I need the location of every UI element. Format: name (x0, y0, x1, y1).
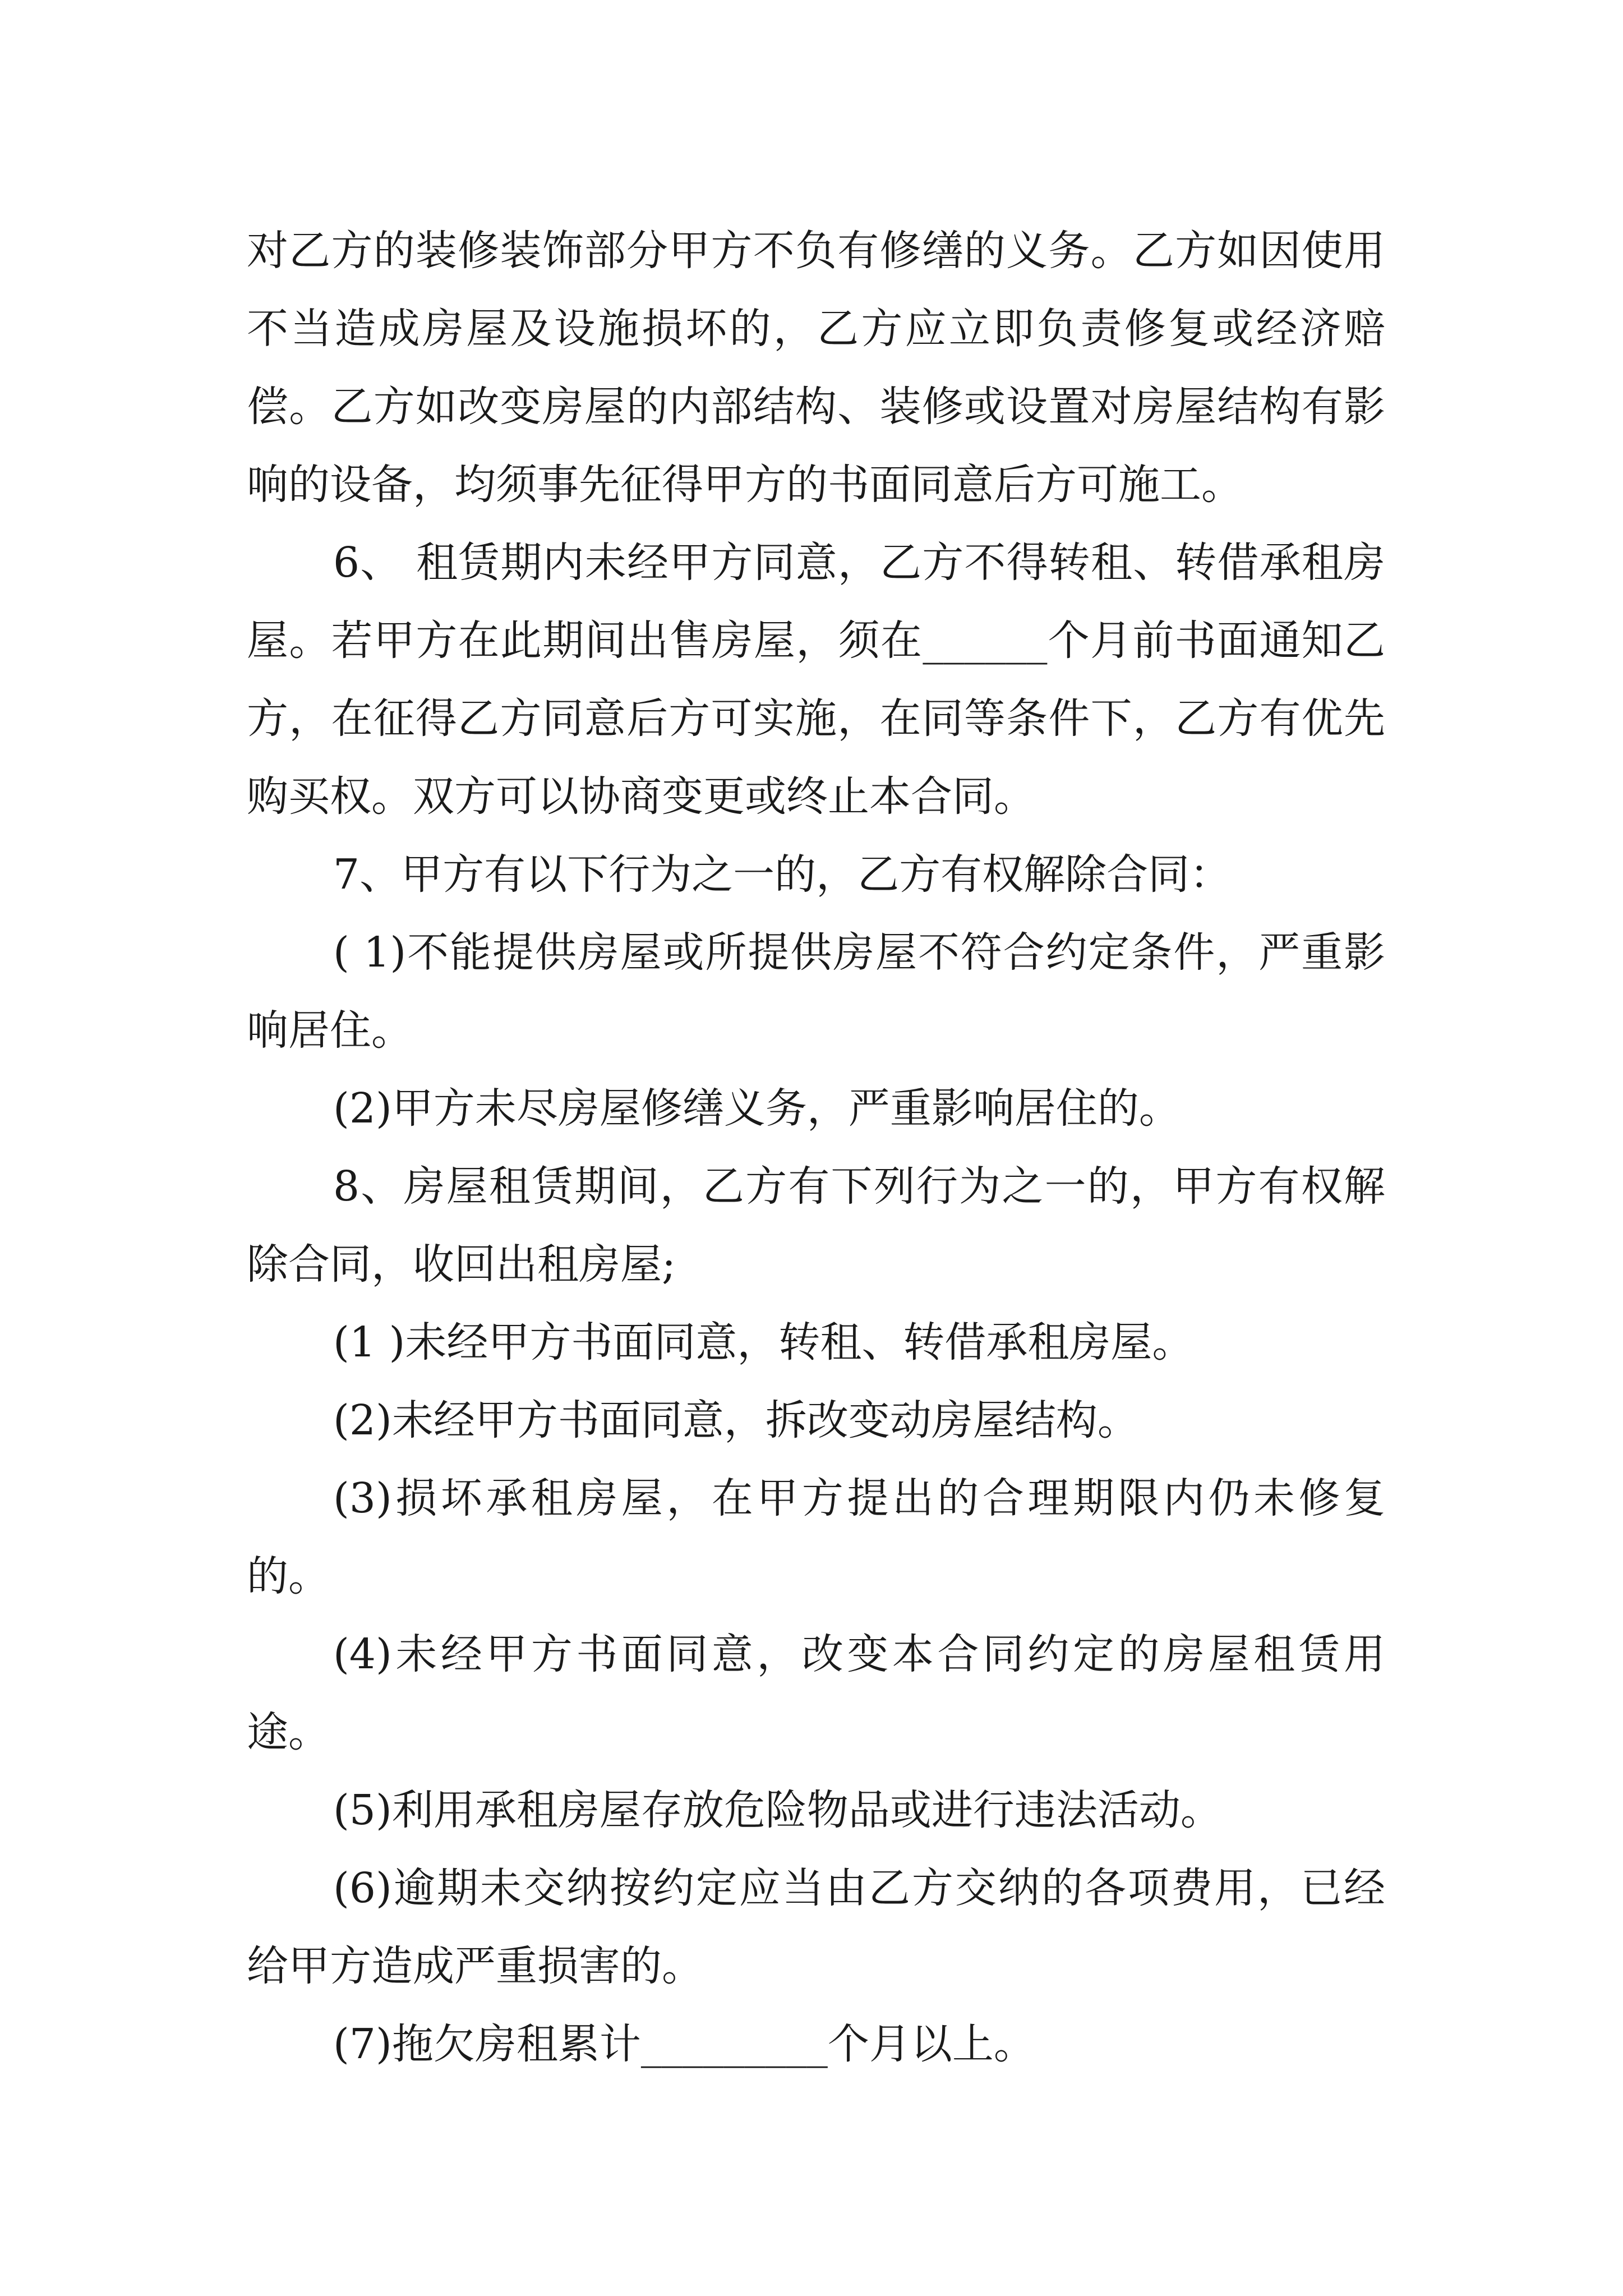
document-page (247, 212, 1385, 2083)
paragraph-clause-7: 7、甲方有以下行为之一的，乙方有权解除合同： (333, 850, 1232, 899)
paragraph-clause-8-item-3: (3)损坏承租房屋，在甲方提出的合理期限内仍未修复的。 (247, 1474, 1385, 1600)
paragraph-clause-8-item-2: (2)未经甲方书面同意，拆改变动房屋结构。 (333, 1396, 1139, 1444)
paragraph-maintenance: 对乙方的装修装饰部分甲方不负有修缮的义务。乙方如因使用不当造成房屋及设施损坏的，乙方应立即负责修复或经济赔偿。乙方如改变房屋的内部结构、装修或设置对房屋结构有影响的设备，均须事先征得甲方的书面同意后方可施工。 (247, 227, 1385, 509)
paragraph-clause-8: 8、房屋租赁期间，乙方有下列行为之一的，甲方有权解除合同，收回出租房屋; (247, 1162, 1385, 1289)
paragraph-clause-7-item-2: (2)甲方未尽房屋修缮义务，严重影响居住的。 (333, 1084, 1181, 1133)
paragraph-clause-7-item-1: ( 1)不能提供房屋或所提供房屋不符合约定条件，严重影响居住。 (247, 928, 1385, 1055)
paragraph-clause-8-item-7: (7)拖欠房租累计_________个月以上。 (333, 2020, 1035, 2068)
paragraph-clause-8-item-5: (5)利用承租房屋存放危险物品或进行违法活动。 (333, 1786, 1222, 1834)
paragraph-clause-8-item-6: (6)逾期未交纳按约定应当由乙方交纳的各项费用，已经给甲方造成严重损害的。 (247, 1864, 1385, 1990)
paragraph-clause-8-item-1: (1 )未经甲方书面同意，转租、转借承租房屋。 (333, 1318, 1194, 1366)
paragraph-clause-8-item-4: (4)未经甲方书面同意，改变本合同约定的房屋租赁用途。 (247, 1630, 1385, 1756)
paragraph-clause-6: 6、 租赁期内未经甲方同意，乙方不得转租、转借承租房屋。若甲方在此期间出售房屋，须在______个月前书面通知乙方，在征得乙方同意后方可实施，在同等条件下，乙方有优先购买权。双方可以协商变更或终止本合同。 (247, 539, 1385, 821)
